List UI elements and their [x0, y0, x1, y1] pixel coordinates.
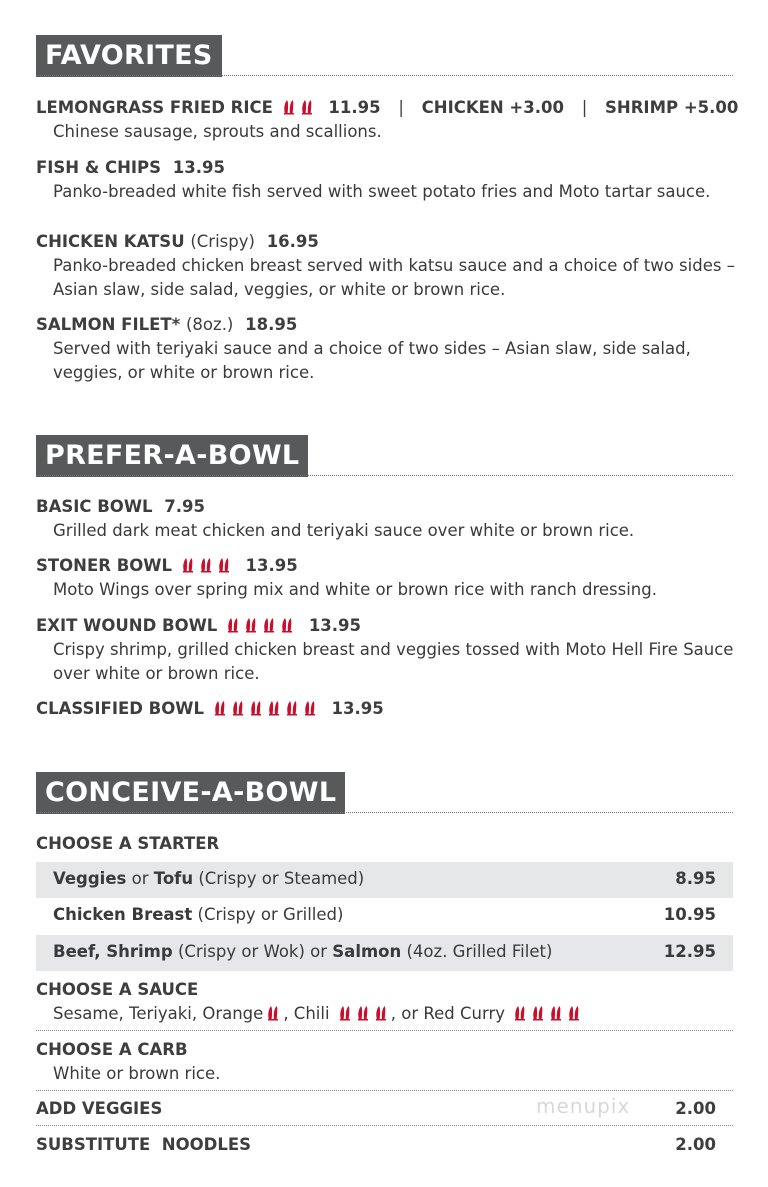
- menu-item-exit-wound-bowl: [36, 615, 736, 686]
- chili-pepper-icon: [230, 700, 246, 716]
- menu-item-salmon-filet: [36, 314, 736, 385]
- substitute-noodles-price: 2.00: [675, 1135, 716, 1154]
- item-description: Moto Wings over spring mix and white or brown rice with ranch dressing.: [53, 580, 657, 599]
- item-note: (Crispy): [190, 232, 255, 251]
- item-description: Chinese sausage, sprouts and scallions.: [53, 122, 382, 141]
- choose-sauce-label: CHOOSE A SAUCE: [36, 980, 199, 999]
- prefer-a-bowl-header: [36, 435, 733, 477]
- starter-option: Salmon: [332, 942, 402, 961]
- chili-pepper-icon: [279, 617, 295, 633]
- dotted-rule: [36, 1030, 733, 1031]
- choose-carb-label: CHOOSE A CARB: [36, 1040, 188, 1059]
- chili-pepper-icon: [299, 99, 315, 115]
- starter-option: Tofu: [153, 869, 194, 888]
- pepper-icon-group: [512, 1004, 584, 1023]
- menu-item-classified-bowl: [36, 698, 736, 720]
- starter-note: (4oz. Grilled Filet): [406, 942, 553, 961]
- item-name: BASIC BOWL: [36, 497, 153, 516]
- item-name: CLASSIFIED BOWL: [36, 699, 204, 718]
- chili-pepper-icon: [302, 700, 318, 716]
- item-name: SALMON FILET*: [36, 315, 181, 334]
- item-price: 13.95: [331, 699, 384, 718]
- pepper-icon-group: [212, 699, 320, 718]
- pepper-icon-group: [337, 1004, 391, 1023]
- sauce-options: Sesame, Teriyaki, Orange , Chili , or Red Curry: [53, 1002, 736, 1026]
- starter-note: (Crispy or Steamed): [198, 869, 365, 888]
- item-price: 13.95: [245, 556, 298, 575]
- chili-pepper-icon: [265, 1005, 281, 1021]
- menu-item-stoner-bowl: [36, 555, 736, 602]
- dotted-rule: [36, 1125, 733, 1126]
- menu-item-lemongrass-fried-rice: LEMONGRASS FRIED RICE 11.95 | CHICKEN +3.00 | SHRIMP +5.00 Chinese sausage, sprouts and scallions.: [36, 97, 736, 144]
- item-price: 13.95: [172, 158, 225, 177]
- dotted-rule: [36, 75, 733, 76]
- menu-item-basic-bowl: [36, 496, 736, 543]
- starter-row-veggies-tofu: Veggies or Tofu (Crispy or Steamed) 8.95: [36, 862, 733, 898]
- add-veggies-label: ADD VEGGIES: [36, 1099, 163, 1118]
- item-description: Panko-breaded chicken breast served with katsu sauce and a choice of two sides – Asian slaw, side salad, veggies, or white or brown rice.: [53, 256, 735, 299]
- item-price: 11.95: [328, 98, 381, 117]
- chili-pepper-icon: [284, 700, 300, 716]
- item-name: LEMONGRASS FRIED RICE: [36, 98, 273, 117]
- chili-pepper-icon: [180, 557, 196, 573]
- item-name: FISH & CHIPS: [36, 158, 162, 177]
- starter-option: Veggies: [53, 869, 127, 888]
- chili-pepper-icon: [373, 1005, 389, 1021]
- pepper-icon-group: [265, 1004, 283, 1023]
- pepper-icon-group: [281, 98, 317, 117]
- section-title: CONCEIVE-A-BOWL: [36, 772, 345, 814]
- dotted-rule: [36, 812, 733, 813]
- substitute-noodles-label: SUBSTITUTE NOODLES: [36, 1135, 252, 1154]
- dotted-rule: [36, 475, 733, 476]
- item-name: STONER BOWL: [36, 556, 173, 575]
- carb-description: White or brown rice.: [53, 1064, 221, 1083]
- starter-option: Chicken Breast: [53, 905, 193, 924]
- item-price: 13.95: [308, 616, 362, 635]
- chili-pepper-icon: [512, 1005, 528, 1021]
- item-description: Grilled dark meat chicken and teriyaki sauce over white or brown rice.: [53, 521, 635, 540]
- starter-row-chicken-breast: [36, 898, 733, 934]
- chili-pepper-icon: [198, 557, 214, 573]
- item-name: EXIT WOUND BOWL: [36, 616, 218, 635]
- chili-pepper-icon: [225, 617, 241, 633]
- item-price: 7.95: [164, 497, 206, 516]
- add-chicken-option: CHICKEN +3.00: [421, 98, 564, 117]
- item-description: Served with teriyaki sauce and a choice of two sides – Asian slaw, side salad, veggies, or white or brown rice.: [53, 339, 691, 382]
- chili-pepper-icon: [548, 1005, 564, 1021]
- choose-carb-section: [36, 1039, 736, 1086]
- starter-note: (Crispy or Wok): [177, 942, 305, 961]
- section-title: FAVORITES: [36, 35, 222, 77]
- chili-pepper-icon: [355, 1005, 371, 1021]
- starter-price: 12.95: [663, 942, 716, 961]
- dotted-rule: [36, 1090, 733, 1091]
- item-description: Crispy shrimp, grilled chicken breast and veggies tossed with Moto Hell Fire Sauce over white or brown rice.: [53, 640, 734, 683]
- item-price: 18.95: [245, 315, 298, 334]
- add-veggies-price: 2.00: [675, 1099, 716, 1118]
- choose-starter-label: CHOOSE A STARTER: [36, 834, 220, 853]
- pepper-icon-group: [180, 556, 234, 575]
- item-price: 16.95: [266, 232, 319, 251]
- add-shrimp-option: SHRIMP +5.00: [605, 98, 739, 117]
- pepper-icon-group: [225, 616, 297, 635]
- chili-pepper-icon: [566, 1005, 582, 1021]
- chili-pepper-icon: [530, 1005, 546, 1021]
- chili-pepper-icon: [337, 1005, 353, 1021]
- item-name: CHICKEN KATSU: [36, 232, 185, 251]
- favorites-header: [36, 35, 733, 77]
- chili-pepper-icon: [243, 617, 259, 633]
- chili-pepper-icon: [281, 99, 297, 115]
- starter-price: 8.95: [675, 869, 716, 888]
- menu-item-chicken-katsu: [36, 231, 736, 302]
- starter-note: (Crispy or Grilled): [197, 905, 344, 924]
- conceive-a-bowl-header: [36, 772, 733, 814]
- item-description: Panko-breaded white fish served with sweet potato fries and Moto tartar sauce.: [53, 182, 711, 201]
- chili-pepper-icon: [248, 700, 264, 716]
- starter-option: Beef, Shrimp: [53, 942, 173, 961]
- item-note: (8oz.): [186, 315, 234, 334]
- chili-pepper-icon: [212, 700, 228, 716]
- chili-pepper-icon: [216, 557, 232, 573]
- watermark: menupix: [536, 1094, 631, 1118]
- menu-item-fish-chips: [36, 157, 736, 204]
- choose-sauce-section: [36, 979, 736, 1026]
- starter-price: 10.95: [663, 905, 716, 924]
- starter-row-beef-shrimp-salmon: Beef, Shrimp (Crispy or Wok) or Salmon (4oz. Grilled Filet) 12.95: [36, 935, 733, 971]
- chili-pepper-icon: [261, 617, 277, 633]
- section-title: PREFER-A-BOWL: [36, 435, 308, 477]
- chili-pepper-icon: [266, 700, 282, 716]
